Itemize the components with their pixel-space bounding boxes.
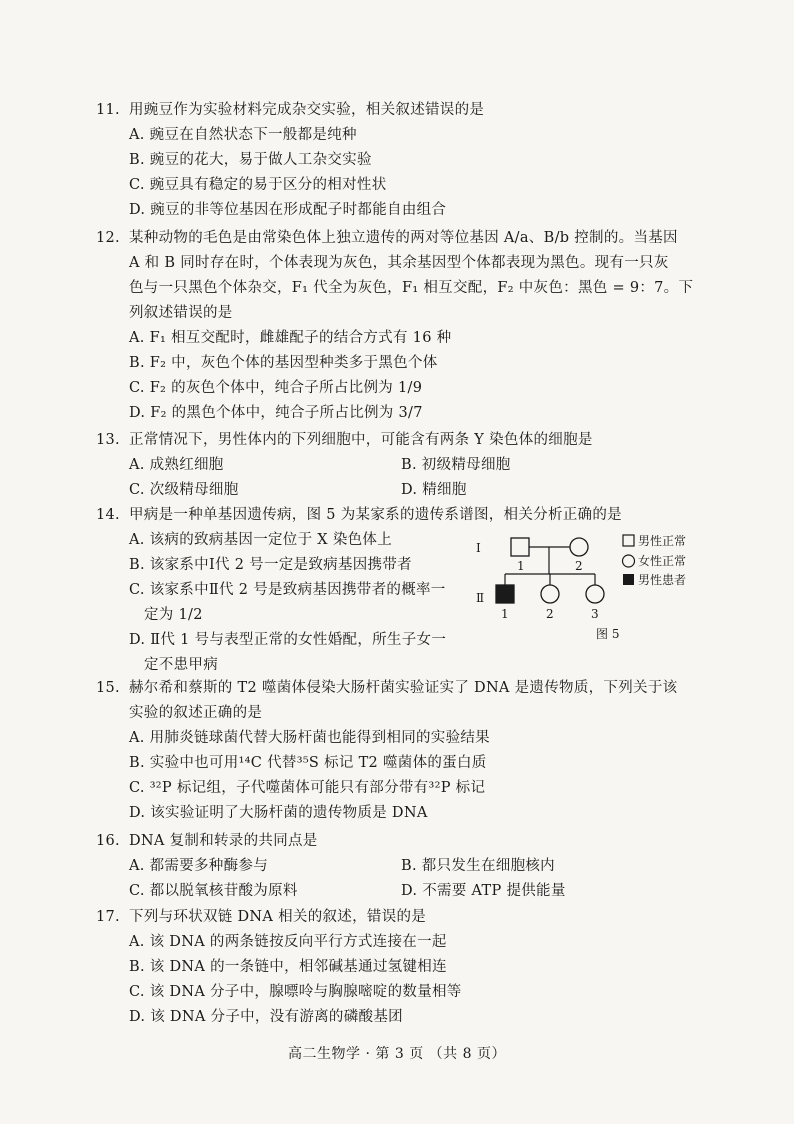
legend-label: 男性正常 (638, 534, 687, 548)
option-a[interactable]: A. F₁ 相互交配时，雌雄配子的结合方式有 16 种 (129, 330, 452, 346)
option-c[interactable]: C. 都以脱氧核苷酸为原料 (129, 883, 298, 899)
option-a[interactable]: A. 该病的致病基因一定位于 X 染色体上 (129, 532, 393, 548)
option-c[interactable]: C. 次级精母细胞 (129, 482, 239, 498)
individual-number: 2 (546, 607, 554, 621)
option-b[interactable]: B. F₂ 中，灰色个体的基因型种类多于黑色个体 (129, 355, 438, 371)
option-a[interactable]: A. 豌豆在自然状态下一般都是纯种 (129, 127, 357, 143)
generation-label-2: Ⅱ (476, 591, 485, 605)
option-b[interactable]: B. 实验中也可用¹⁴C 代替³⁵S 标记 T2 噬菌体的蛋白质 (129, 755, 487, 771)
question-number: 12. (96, 230, 120, 246)
question-stem: DNA 复制和转录的共同点是 (129, 833, 318, 849)
option-b[interactable]: B. 都只发生在细胞核内 (401, 858, 555, 874)
question-number: 16. (96, 833, 120, 849)
option-c[interactable]: C. 该 DNA 分子中，腺嘌呤与胸腺嘧啶的数量相等 (129, 984, 462, 1000)
question-stem: 甲病是一种单基因遗传病，图 5 为某家系的遗传系谱图，相关分析正确的是 (129, 507, 622, 523)
legend-label: 女性正常 (638, 554, 687, 568)
question-number: 14. (96, 507, 120, 523)
legend-male-affected-icon (623, 574, 634, 585)
normal-female-symbol (541, 585, 559, 603)
question-12 (96, 226, 702, 426)
normal-male-symbol (511, 538, 529, 556)
option-d[interactable]: D. 不需要 ATP 提供能量 (401, 883, 566, 899)
option-d[interactable]: D. 该实验证明了大肠杆菌的遗传物质是 DNA (129, 805, 428, 821)
option-d[interactable]: D. F₂ 的黑色个体中，纯合子所占比例为 3/7 (129, 405, 423, 421)
individual-number: 2 (575, 559, 583, 573)
legend-female-normal-icon (623, 555, 635, 567)
question-number: 13. (96, 432, 120, 448)
option-b[interactable]: B. 该 DNA 的一条链中，相邻碱基通过氢键相连 (129, 959, 447, 975)
option-d[interactable]: D. Ⅱ代 1 号与表型正常的女性婚配，所生子女一 (129, 632, 447, 648)
normal-female-symbol (586, 585, 604, 603)
option-c-continued: 定为 1/2 (144, 607, 203, 623)
question-16 (96, 829, 702, 904)
question-number: 11. (96, 102, 120, 118)
option-c[interactable]: C. 豌豆具有稳定的易于区分的相对性状 (129, 177, 387, 193)
question-stem: 用豌豆作为实验材料完成杂交实验，相关叙述错误的是 (129, 102, 485, 118)
option-a[interactable]: A. 都需要多种酶参与 (129, 858, 268, 874)
question-stem-line: 列叙述错误的是 (129, 305, 233, 321)
option-c[interactable]: C. 该家系中Ⅱ代 2 号是致病基因携带者的概率一 (129, 582, 446, 598)
question-15 (96, 676, 702, 826)
option-b[interactable]: B. 该家系中Ⅰ代 2 号一定是致病基因携带者 (129, 557, 412, 573)
question-11 (96, 98, 702, 223)
question-stem: 下列与环状双链 DNA 相关的叙述，错误的是 (129, 909, 427, 925)
question-stem-line: 实验的叙述正确的是 (129, 705, 263, 721)
affected-male-symbol (496, 585, 514, 603)
question-stem-line: A 和 B 同时存在时，个体表现为灰色，其余基因型个体都表现为黑色。现有一只灰 (129, 255, 669, 271)
figure-caption: 图 5 (596, 627, 620, 641)
option-a[interactable]: A. 成熟红细胞 (129, 457, 224, 473)
option-d[interactable]: D. 豌豆的非等位基因在形成配子时都能自由组合 (129, 202, 447, 218)
option-b[interactable]: B. 初级精母细胞 (401, 457, 511, 473)
option-c[interactable]: C. F₂ 的灰色个体中，纯合子所占比例为 1/9 (129, 380, 423, 396)
legend-male-normal-icon (623, 535, 634, 546)
option-c[interactable]: C. ³²P 标记组，子代噬菌体可能只有部分带有³²P 标记 (129, 780, 486, 796)
question-13 (96, 428, 702, 503)
individual-number: 1 (517, 559, 525, 573)
option-a[interactable]: A. 该 DNA 的两条链按反向平行方式连接在一起 (129, 934, 447, 950)
individual-number: 3 (591, 607, 599, 621)
normal-female-symbol (570, 538, 588, 556)
option-d-continued: 定不患甲病 (144, 657, 218, 673)
generation-label-1: Ⅰ (476, 541, 481, 555)
question-stem: 正常情况下，男性体内的下列细胞中，可能含有两条 Y 染色体的细胞是 (129, 432, 593, 448)
individual-number: 1 (501, 607, 509, 621)
legend-label: 男性患者 (638, 573, 687, 587)
question-number: 17. (96, 909, 120, 925)
question-stem-line: 色与一只黑色个体杂交，F₁ 代全为灰色，F₁ 相互交配，F₂ 中灰色：黑色 = 9：7。下 (129, 280, 694, 296)
option-d[interactable]: D. 该 DNA 分子中，没有游离的磷酸基团 (129, 1009, 403, 1025)
question-stem-line: 某种动物的毛色是由常染色体上独立遗传的两对等位基因 A/a、B/b 控制的。当基因 (129, 230, 678, 246)
pedigree-chart (468, 530, 708, 645)
question-number: 15. (96, 680, 120, 696)
question-17 (96, 905, 702, 1030)
page-footer: 高二生物学 · 第 3 页 （共 8 页） (288, 1046, 506, 1062)
question-stem-line: 赫尔希和蔡斯的 T2 噬菌体侵染大肠杆菌实验证实了 DNA 是遗传物质，下列关于该 (129, 680, 678, 696)
option-a[interactable]: A. 用肺炎链球菌代替大肠杆菌也能得到相同的实验结果 (129, 730, 490, 746)
option-d[interactable]: D. 精细胞 (401, 482, 467, 498)
option-b[interactable]: B. 豌豆的花大，易于做人工杂交实验 (129, 152, 372, 168)
